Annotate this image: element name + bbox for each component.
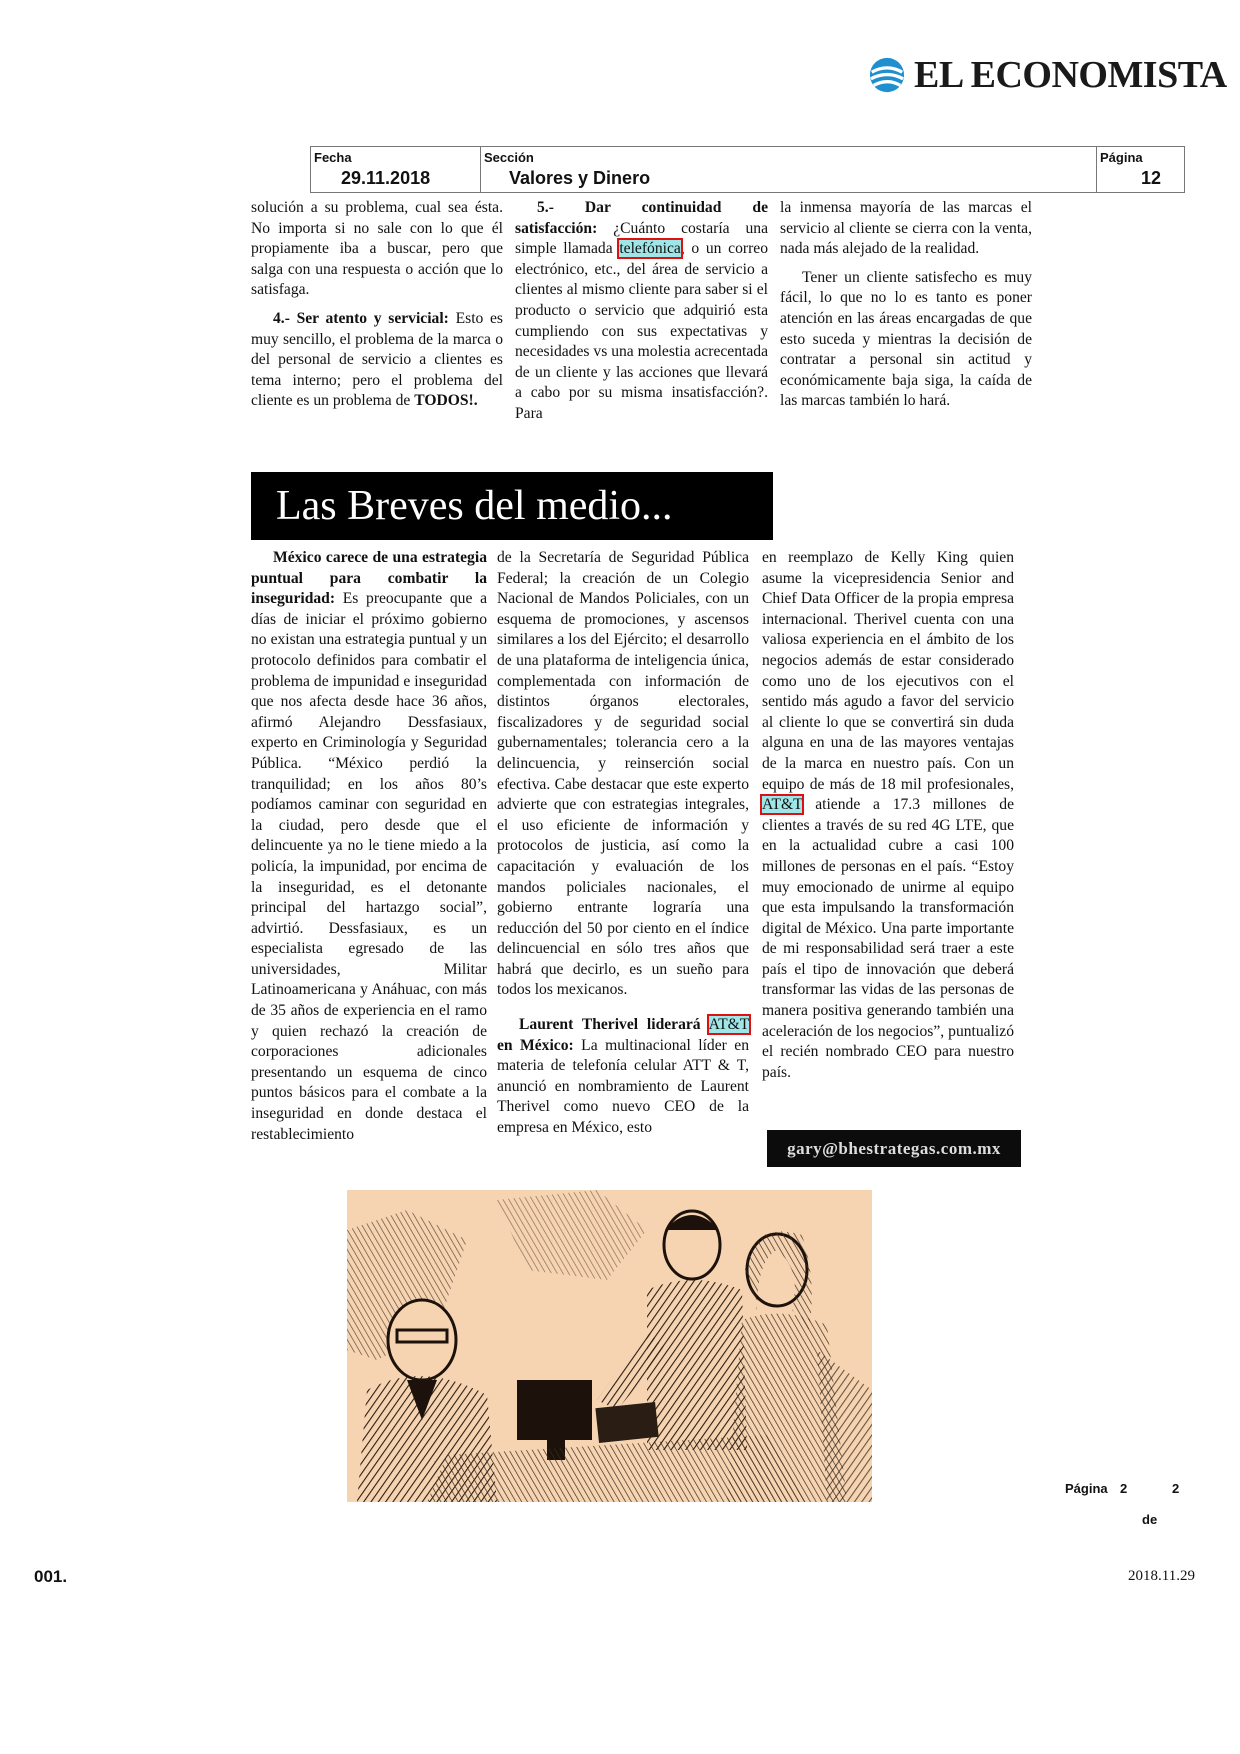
- breves-text: Es preocupante que a días de iniciar el próximo gobierno no existan una estrategia puntual y un protocolo definidos para combatir el problema de impunidad e inseguridad que nos afecta desde hace 36 años, afirmó Alejandro Dessfasiaux, experto en Criminología y Seguridad Pública. “México perdió la tranquilidad; en los años 80’s podíamos caminar con seguridad en la ciudad, pero desde que el delincuente ya no le tiene miedo a la policía, la impunidad, por encima de la inseguridad, es el detonante principal del hartazgo social”, advirtió. Dessfasiaux, es un especialista egresado de las universidades, Militar Latinoamericana y Anáhuac, con más de 35 años de experiencia en el ramo y quien rechazó la creación de corporaciones adicionales presentando un esquema de cinco puntos básicos para el combate a la inseguridad en donde destaca el restablecimiento: [251, 590, 488, 1143]
- article-column-1: [251, 198, 503, 412]
- author-email-box: gary@bhestrategas.com.mx: [767, 1130, 1021, 1167]
- footer-page-number: 2: [1120, 1481, 1128, 1496]
- breves-paragraph: [762, 548, 1014, 1083]
- footer-pagina-label: Página: [1065, 1481, 1108, 1496]
- breves-paragraph: [497, 1015, 749, 1139]
- pagina-cell: [1097, 147, 1184, 192]
- article-paragraph: solución a su problema, cual sea ésta. No importa si no sale con lo que él propiamente iba a buscar, pero que salga con una respuesta o acción que lo satisfaga.: [251, 199, 503, 299]
- breves-banner: Las Breves del medio...: [251, 472, 773, 540]
- breves-subhead: Laurent Therivel liderará: [519, 1016, 701, 1034]
- article-text: , o un correo electrónico, etc., del área de servicio a clientes al mismo cliente para saber si el producto o servicio que adquirió esta cumpliendo con sus expectativas y necesidades vs una molestia acrecentada de un cliente y las acciones que llevará a cabo por su misma insatisfacción?. Para: [515, 240, 768, 422]
- footer-code: 001.: [34, 1567, 68, 1586]
- pagina-value: 12: [1141, 168, 1162, 188]
- highlighted-keyword: telefónica: [619, 240, 681, 258]
- breves-paragraph: de la Secretaría de Seguridad Pública Federal; la creación de un Colegio Nacional de Mandos Policiales, con un esquema de promociones, y ascensos similares a los del Ejército; el desarrollo de una plataforma de inteligencia única, complementada con información de distintos órganos electorales, fiscalizadores y de seguridad social gubernamentales; tolerancia cero a la delincuencia, y reinserción social efectiva. Cabe destacar que este experto advierte que con estrategias integrales, el uso eficiente de información y protocolos de justicia, así como la capacitación y evaluación de los mandos policiales nacionales, el gobierno entrante lograría una reducción del 50 por ciento en el índice delincuencial en sólo tres años que habrá que decirlo, es un sueño para todos los mexicanos.: [497, 549, 749, 999]
- seccion-cell: [481, 147, 1097, 192]
- article-subhead: 5.- Dar continuidad de satisfacción:: [515, 199, 768, 237]
- article-paragraph: [251, 309, 503, 412]
- breves-subhead: México carece de una estrategia puntual para combatir la inseguridad:: [251, 549, 487, 608]
- fecha-label: Fecha: [314, 150, 352, 165]
- breves-column-2: [497, 548, 749, 1139]
- masthead-title: EL ECONOMISTA: [914, 54, 1227, 96]
- article-paragraph: la inmensa mayoría de las marcas el servicio al cliente se cierra con la venta, nada más alejado de la realidad.: [780, 199, 1032, 258]
- breves-column-1: [251, 548, 487, 1145]
- breves-text: en reemplazo de Kelly King quien asume la vicepresidencia Senior and Chief Data Officer de la propia empresa internacional. Therivel cuenta con una valiosa experiencia en el ámbito de los negocios además de estar considerado como uno de los ejecutivos con el sentido más agudo a favor del servicio al cliente lo que se convertirá sin duda alguna en una de las mayores ventajas de la marca en nuestro país. Con un equipo de más de 18 mil profesionales,: [762, 549, 1014, 793]
- footer-date: 2018.11.29: [1128, 1568, 1195, 1584]
- article-text: ¿Cuánto costaría una simple llamada: [515, 219, 769, 258]
- article-text: Esto es muy sencillo, el problema de la marca o del personal de servicio a clientes es tema interno; pero el problema del cliente es un problema de: [251, 309, 503, 410]
- header-table: [310, 146, 1185, 193]
- highlighted-keyword: AT&T: [708, 1016, 749, 1034]
- breves-text: atiende a 17.3 millones de clientes a través de su red 4G LTE, que en la actualidad cubre a casi 100 millones de personas en el país. “Estoy muy emocionado de unirme al equipo que esta impulsando la transformación digital de México. Una parte importante de mi responsabilidad será traer a este país el tipo de innovación que deberá transformar las vidas de las personas de manera positiva generando también una aceleración de los negocios”, puntualizó el recién nombrado CEO para nuestro país.: [762, 796, 1014, 1081]
- breves-column-3: [762, 548, 1014, 1083]
- article-subhead: 4.- Ser atento y servicial:: [273, 309, 449, 327]
- masthead-logo: [868, 52, 1227, 98]
- fecha-value: 29.11.2018: [341, 168, 431, 188]
- footer-de-label: de: [1142, 1512, 1158, 1527]
- pagina-label: Página: [1100, 150, 1143, 165]
- breves-text: La multinacional líder en materia de telefonía celular ATT & T, anunció en nombramiento de Laurent Therivel como nuevo CEO de la empresa en México, esto: [497, 1036, 749, 1137]
- seccion-label: Sección: [484, 150, 534, 165]
- highlighted-keyword: AT&T: [762, 796, 803, 814]
- photo-illustration: [347, 1190, 872, 1502]
- article-paragraph: Tener un cliente satisfecho es muy fácil, lo que no lo es tanto es poner atención en las áreas encargadas de que esto suceda y mientras la decisión de contratar a personal sin actitud y económicamente baja siga, la caída de las marcas también lo hará.: [780, 268, 1032, 410]
- article-paragraph: [515, 198, 768, 425]
- footer-page-total: 2: [1172, 1481, 1180, 1496]
- breves-paragraph: [251, 548, 487, 1145]
- fecha-cell: [311, 147, 481, 192]
- breves-subhead: en México:: [497, 1036, 574, 1054]
- article-photo: [347, 1190, 872, 1502]
- globe-logo-icon: [868, 56, 906, 94]
- article-column-2: [515, 198, 768, 425]
- article-column-3: [780, 198, 1032, 412]
- article-bold-text: TODOS!.: [414, 392, 478, 410]
- seccion-value: Valores y Dinero: [509, 168, 651, 188]
